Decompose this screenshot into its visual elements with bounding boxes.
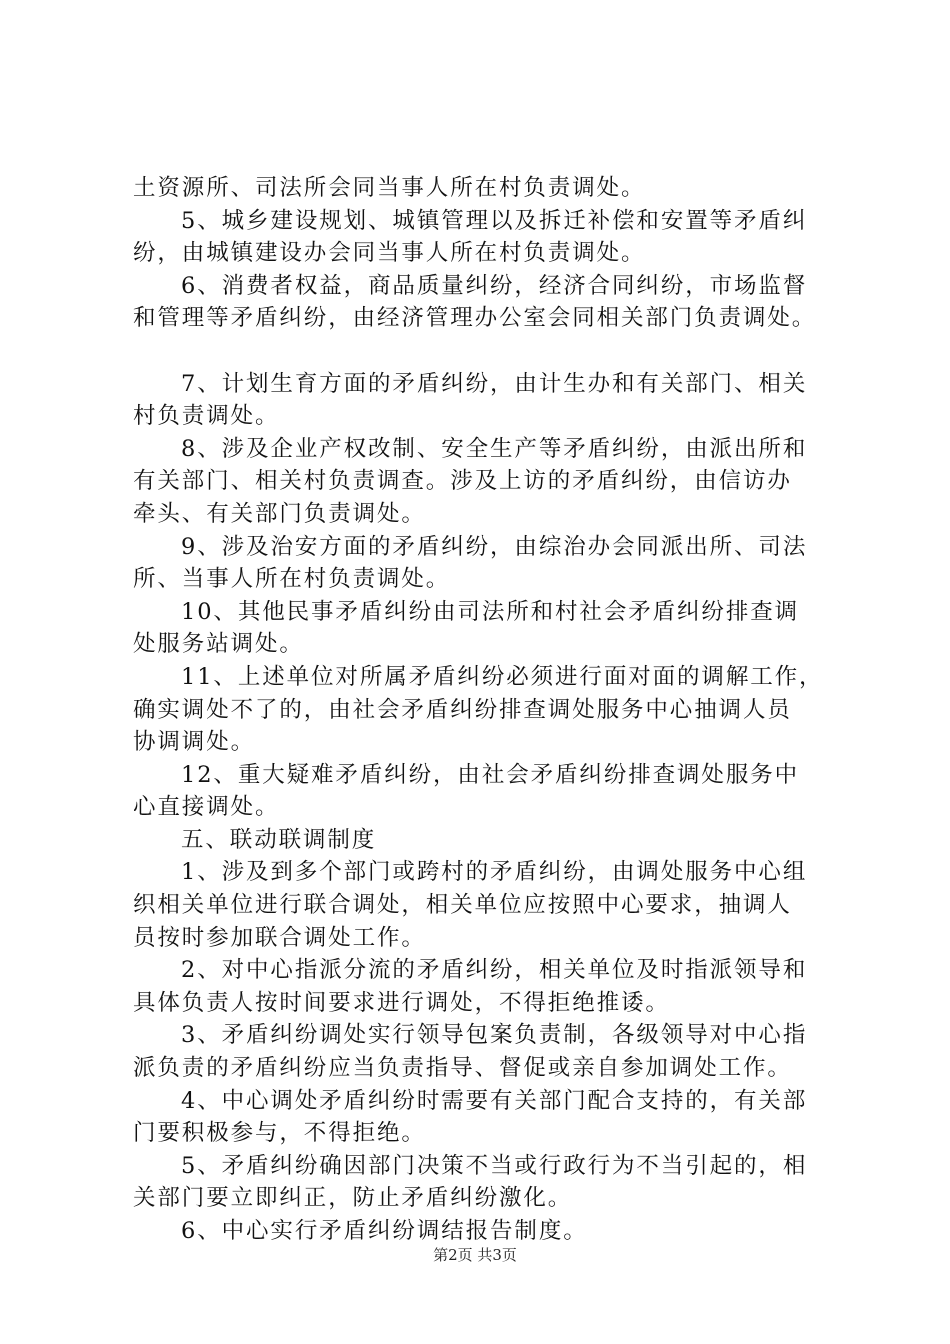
text-line: 处服务站调处。 <box>133 631 304 658</box>
text-line: 具体负责人按时间要求进行调处，不得拒绝推诿。 <box>133 989 670 1016</box>
text-line: 协调调处。 <box>133 729 256 756</box>
text-line: 派负责的矛盾纠纷应当负责指导、督促或亲自参加调处工作。 <box>133 1055 792 1082</box>
text-line: 5、矛盾纠纷确因部门决策不当或行政行为不当引起的，相 <box>181 1152 808 1179</box>
text-line: 和管理等矛盾纠纷，由经济管理办公室会同相关部门负责调处。 <box>133 305 817 332</box>
text-line: 门要积极参与，不得拒绝。 <box>133 1120 426 1147</box>
text-line: 6、消费者权益，商品质量纠纷，经济合同纠纷，市场监督 <box>181 272 808 299</box>
text-line: 6、中心实行矛盾纠纷调结报告制度。 <box>181 1218 588 1244</box>
text-line: 心直接调处。 <box>133 794 280 821</box>
text-line: 牵头、有关部门负责调处。 <box>133 500 426 527</box>
text-line: 织相关单位进行联合调处，相关单位应按照中心要求，抽调人 <box>133 892 792 919</box>
text-line: 土资源所、司法所会同当事人所在村负责调处。 <box>133 175 646 201</box>
text-line: 关部门要立即纠正，防止矛盾纠纷激化。 <box>133 1185 573 1212</box>
text-line: 11、上述单位对所属矛盾纠纷必须进行面对面的调解工作， <box>181 663 824 690</box>
text-line: 员按时参加联合调处工作。 <box>133 924 426 951</box>
text-line: 12、重大疑难矛盾纠纷，由社会矛盾纠纷排查调处服务中 <box>181 761 800 788</box>
text-line: 纷，由城镇建设办会同当事人所在村负责调处。 <box>133 240 646 267</box>
page-footer: 第2页 共3页 <box>433 1246 517 1264</box>
text-line: 8、涉及企业产权改制、安全生产等矛盾纠纷，由派出所和 <box>181 435 808 462</box>
text-line: 3、矛盾纠纷调处实行领导包案负责制，各级领导对中心指 <box>181 1022 808 1049</box>
text-line: 村负责调处。 <box>133 403 280 430</box>
text-line: 10、其他民事矛盾纠纷由司法所和村社会矛盾纠纷排查调 <box>181 598 800 625</box>
text-line: 4、中心调处矛盾纠纷时需要有关部门配合支持的，有关部 <box>181 1087 808 1114</box>
text-line: 2、对中心指派分流的矛盾纠纷，相关单位及时指派领导和 <box>181 957 808 984</box>
section-heading: 五、联动联调制度 <box>181 826 377 853</box>
text-line: 7、计划生育方面的矛盾纠纷，由计生办和有关部门、相关 <box>181 370 808 397</box>
document-body <box>133 172 845 1248</box>
blank-line <box>133 335 845 368</box>
text-line: 有关部门、相关村负责调查。涉及上访的矛盾纠纷，由信访办 <box>133 468 792 495</box>
text-line: 所、当事人所在村负责调处。 <box>133 566 451 593</box>
text-line: 1、涉及到多个部门或跨村的矛盾纠纷，由调处服务中心组 <box>181 859 808 886</box>
text-line: 确实调处不了的，由社会矛盾纠纷排查调处服务中心抽调人员 <box>133 696 792 723</box>
text-line: 9、涉及治安方面的矛盾纠纷，由综治办会同派出所、司法 <box>181 533 808 560</box>
text-line: 5、城乡建设规划、城镇管理以及拆迁补偿和安置等矛盾纠 <box>181 207 808 234</box>
